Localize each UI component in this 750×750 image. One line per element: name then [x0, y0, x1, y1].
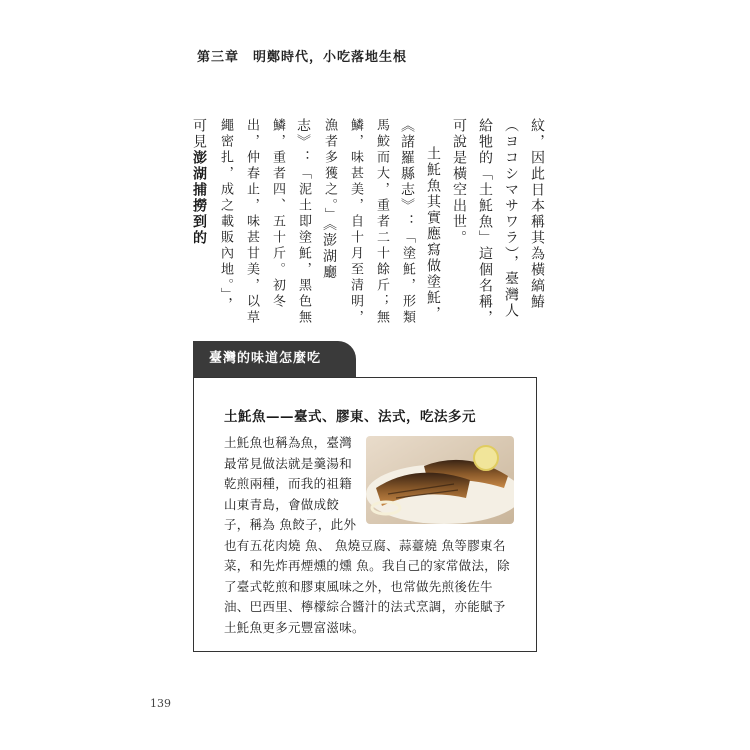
sidebar-tab-label: 臺灣的味道怎麼吃 — [209, 351, 322, 366]
vertical-body-text — [190, 118, 550, 328]
sidebar-box — [193, 377, 537, 652]
paragraph-4-plain: ，可見 — [191, 118, 233, 313]
quote-zhuluo: 「塗魠，形類馬鮫而大，重者二十餘斤；無鱗，味甚美，自十月至清明，漁者多獲之。」 — [322, 118, 415, 326]
quote-penghu: 「泥土即塗魠，黑色無鱗，重者四、五十斤。初冬出，仲春止，味甚甘美，以草繩密扎，成之載販內地。」 — [218, 118, 311, 326]
chapter-title: 第三章 明鄭時代，小吃落地生根 — [197, 50, 408, 65]
paragraph-2-lead: 土魠魚其實應寫做塗魠，《諸羅縣志》： — [399, 118, 441, 322]
paragraph-1: 紋，因此日本稱其為橫縞鰆（ヨコシマサワラ），臺灣人給牠的「土魠魚」這個名稱，可說是橫空出世。 — [451, 118, 545, 326]
paragraph-3-lead: 《澎湖廳志》： — [295, 118, 337, 281]
sidebar-heading: 土魠魚——臺式、膠東、法式，吃法多元 — [224, 409, 476, 425]
grilled-fish-photo — [366, 436, 514, 524]
paragraph-2 — [186, 118, 446, 328]
sidebar-body — [224, 433, 514, 638]
page-number: 139 — [150, 697, 171, 710]
lemon-slice — [474, 446, 498, 470]
paragraph-4-bold: 澎湖捕撈到的 — [191, 150, 207, 246]
grilled-fish-image — [366, 436, 514, 524]
sidebar-body-text: 土魠魚也稱為魚，臺灣最常見做法就是羹湯和乾煎兩種，而我的祖籍山東青島，會做成餃子，稱為 魚餃子，此外也有五花肉燒 魚、 魚燒豆腐、蒜薹燒 魚等膠東名菜，和先炸再煙燻的燻 魚。我自己的家常做法，除了臺式乾煎和膠東風味之外，也常做先煎後佐牛油、巴西里、檸檬綜合醬汁的法式烹調，亦能賦予土魠魚更多元豐富滋味。 — [224, 435, 510, 635]
sidebar-tab — [193, 341, 356, 377]
